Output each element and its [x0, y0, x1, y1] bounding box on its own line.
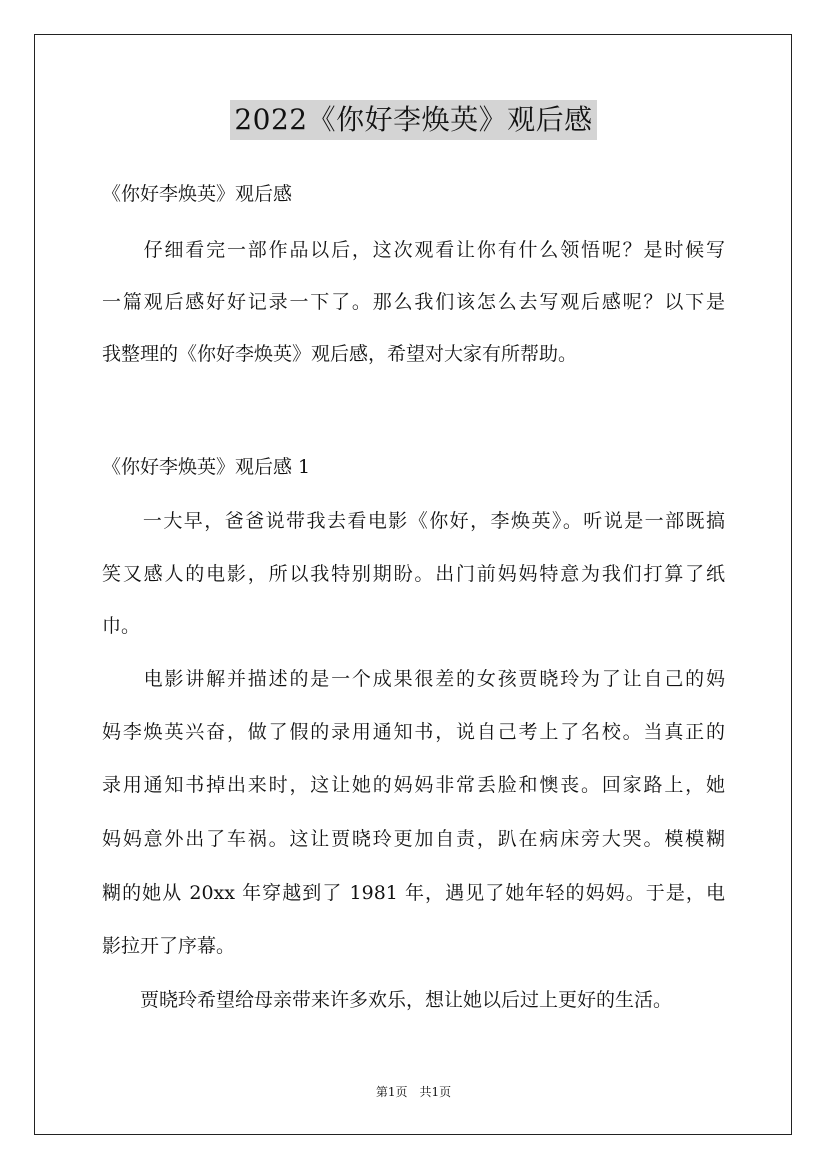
subtitle: 《你好李焕英》观后感	[102, 183, 293, 205]
paragraph-line: 影拉开了序幕。	[102, 935, 236, 957]
paragraph-line: 录用通知书掉出来时，这让她的妈妈非常丢脸和懊丧。回家路上，她	[102, 774, 725, 796]
paragraph-line: 妈李焕英兴奋，做了假的录用通知书，说自己考上了名校。当真正的	[102, 721, 725, 743]
paragraph-line: 巾。	[102, 615, 141, 637]
document-title: 2022《你好李焕英》观后感	[230, 100, 596, 140]
document-title-wrap	[0, 100, 827, 140]
page-footer: 第1页 共1页	[375, 1085, 452, 1099]
paragraph-line: 妈妈意外出了车祸。这让贾晓玲更加自责，趴在病床旁大哭。模模糊	[102, 828, 725, 850]
section-heading: 《你好李焕英》观后感 1	[102, 456, 311, 478]
paragraph-line: 贾晓玲希望给母亲带来许多欢乐，想让她以后过上更好的生活。	[102, 989, 673, 1011]
intro-line: 一篇观后感好好记录一下了。那么我们该怎么去写观后感呢？以下是	[102, 291, 725, 313]
paragraph-line: 糊的她从 20xx 年穿越到了 1981 年，遇见了她年轻的妈妈。于是，电	[102, 882, 725, 904]
intro-line: 我整理的《你好李焕英》观后感，希望对大家有所帮助。	[102, 343, 578, 365]
intro-line: 仔细看完一部作品以后，这次观看让你有什么领悟呢？是时候写	[102, 239, 725, 261]
paragraph-line: 笑又感人的电影，所以我特别期盼。出门前妈妈特意为我们打算了纸	[102, 563, 725, 585]
paragraph-line: 一大早，爸爸说带我去看电影《你好，李焕英》。听说是一部既搞	[102, 510, 725, 532]
paragraph-line: 电影讲解并描述的是一个成果很差的女孩贾晓玲为了让自己的妈	[102, 668, 725, 690]
